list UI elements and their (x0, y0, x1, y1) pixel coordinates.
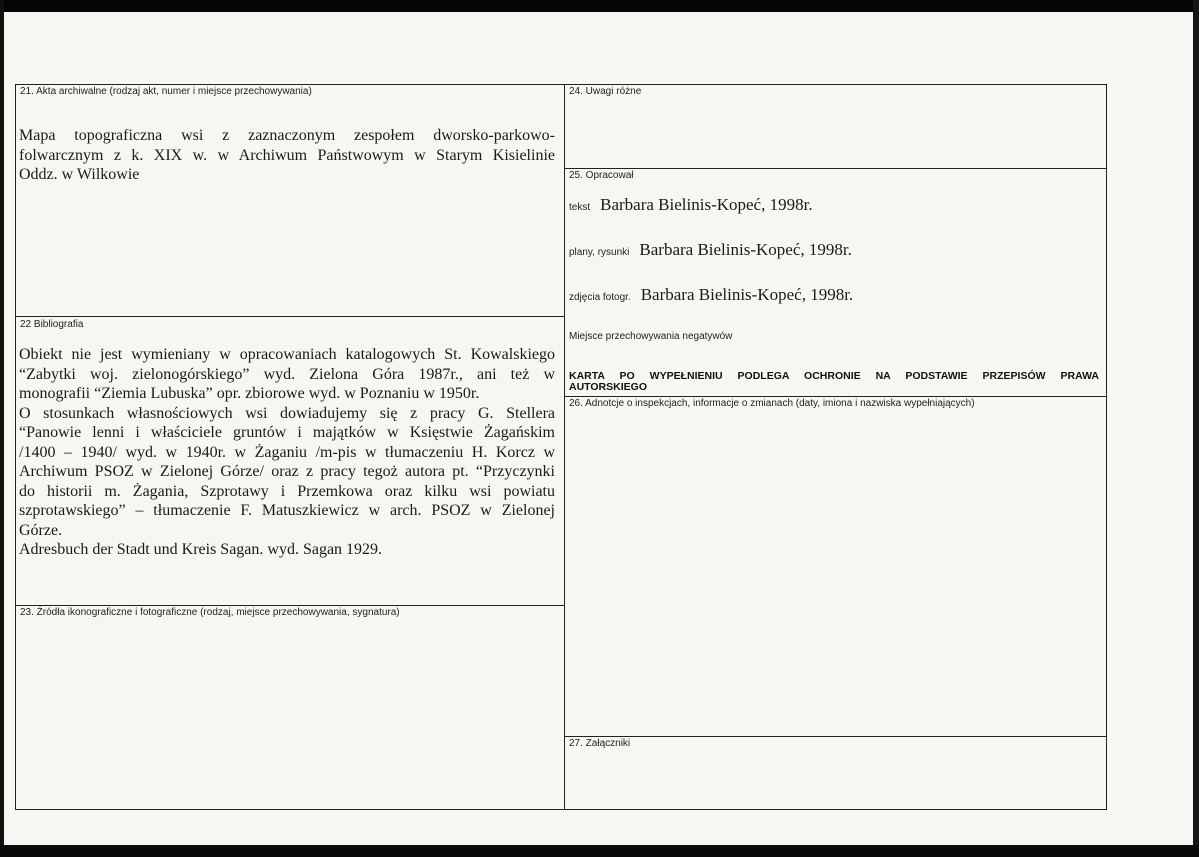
field-21-label: 21. Akta archiwalne (rodzaj akt, numer i miejsce przechowywania) (20, 86, 312, 97)
author-row-photos (569, 285, 853, 305)
photos-author-label: zdjęcia fotogr. (569, 292, 631, 303)
field-21-text (19, 126, 555, 185)
field-21-line: folwarcznym z k. XIX w. w Archiwum Państwowym w Starym Kisielinie (19, 146, 555, 164)
copyright-notice-line: KARTA PO WYPEŁNIENIU PODLEGA OCHRONIE NA PODSTAWIE PRZEPISÓW PRAWA (569, 370, 1099, 382)
field-26-box (564, 396, 1107, 737)
field-22-line: “Panowie lenni i właściciele gruntów i majątków w Księstwie Żagańskim (19, 424, 555, 441)
plans-author-name: Barbara Bielinis-Kopeć, 1998r. (639, 240, 852, 259)
field-22-line: do historii m. Żagania, Szprotawy i Przemkowa oraz kilku wsi powiatu (19, 482, 555, 500)
field-21-line: Mapa topograficzna wsi z zaznaczonym zespołem dworsko-parkowo- (19, 127, 555, 144)
field-22-line: O stosunkach własnościowych wsi dowiadujemy się z pracy G. Stellera (19, 404, 555, 422)
photos-author-name: Barbara Bielinis-Kopeć, 1998r. (640, 285, 854, 304)
scan-border-right (1193, 0, 1199, 857)
field-26-label: 26. Adnotcje o inspekcjach, informacje o zmianach (daty, imiona i nazwiska wypełniających) (569, 398, 975, 409)
negatives-location-label: Miejsce przechowywania negatywów (569, 331, 733, 342)
field-27-label: 27. Załączniki (569, 738, 631, 749)
field-23-label: 23. Źródła ikonograficzne i fotograficzne (rodzaj, miejsce przechowywania, sygnatura) (20, 607, 400, 618)
field-23-box (15, 605, 565, 810)
field-21-box (15, 84, 565, 317)
field-22-line: Obiekt nie jest wymieniany w opracowaniach katalogowych St. Kowalskiego (19, 346, 555, 363)
field-22-line: /1400 – 1940/ wyd. w 1940r. w Żaganiu /m-pis w tłumaczeniu H. Korcz w (19, 443, 555, 461)
field-25-label: 25. Opracował (569, 170, 634, 181)
field-22-line: Archiwum PSOZ w Zielonej Górze/ oraz z pracy tegoż autora pt. “Przyczynki (19, 463, 555, 480)
text-author-label: tekst (569, 202, 591, 213)
field-24-label: 24. Uwagi różne (569, 86, 642, 97)
field-22-line: monografii “Ziemia Lubuska” opr. zbiorowe wyd. w Poznaniu w 1950r. (19, 385, 480, 402)
field-22-line: Adresbuch der Stadt und Kreis Sagan. wyd. Sagan 1929. (19, 541, 383, 558)
field-21-line: Oddz. w Wilkowie (19, 166, 140, 183)
field-22-text (19, 345, 555, 560)
scan-border-top (0, 0, 1199, 12)
author-row-text (569, 195, 813, 215)
field-22-line: szprotawskiego” – tłumaczenie F. Matuszkiewicz w arch. PSOZ w Zielonej (19, 502, 555, 519)
field-27-box (564, 736, 1107, 810)
field-24-box (564, 84, 1107, 169)
copyright-notice (569, 371, 1099, 393)
copyright-notice-line: AUTORSKIEGO (569, 381, 647, 393)
scan-border-bottom (0, 845, 1199, 857)
field-22-label: 22 Bibliografia (20, 319, 84, 330)
text-author-name: Barbara Bielinis-Kopeć, 1998r. (600, 195, 813, 214)
plans-author-label: plany, rysunki (569, 247, 630, 258)
field-22-line: “Zabytki woj. zielonogórskiego” wyd. Zielona Góra 1987r., ani też w (19, 365, 555, 383)
field-22-line: Górze. (19, 521, 63, 539)
author-row-plans (569, 240, 852, 260)
